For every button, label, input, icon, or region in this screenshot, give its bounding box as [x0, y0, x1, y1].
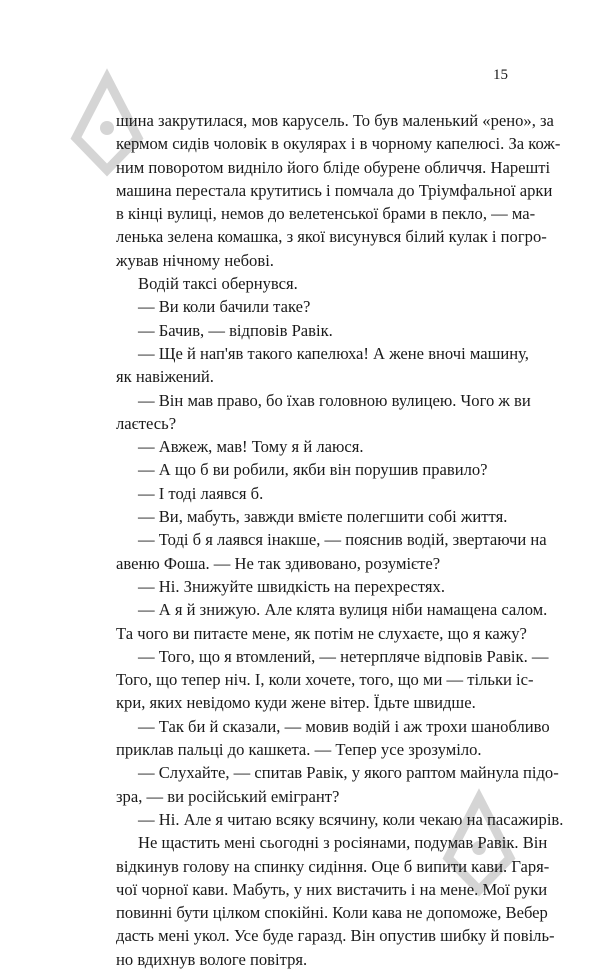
paragraph [116, 528, 547, 575]
text-line: — А я й знижую. Але клята вулиця ніби намащена салом. [138, 600, 548, 620]
text-line: як навіжений. [116, 367, 214, 387]
paragraph [116, 831, 555, 971]
paragraph [116, 505, 514, 528]
paragraph [116, 295, 514, 318]
text-line: зра, — ви російський емігрант? [116, 786, 340, 806]
paragraph [116, 109, 561, 272]
text-line: — Авжеж, мав! Тому я й лаюся. [138, 437, 364, 457]
text-line: — Ні. Але я читаю всяку всячину, коли чекаю на пасажирів. [138, 809, 564, 829]
text-line: Не щастить мені сьогодні з росіянами, подумав Равік. Він [138, 833, 548, 853]
text-line: — Ще й нап'яв такого капелюха! А жене вночі машину, [138, 343, 529, 363]
text-line: лаєтесь? [116, 413, 177, 433]
paragraph [116, 808, 564, 831]
text-line: ним поворотом видніло його бліде обурене обличчя. Нарешті [116, 157, 551, 177]
text-line: чої чорної кави. Мабуть, у них вистачить і на мене. Мої руки [116, 879, 548, 899]
paragraph [116, 482, 514, 505]
paragraph [116, 458, 514, 481]
text-line: машина перестала крутитись і помчала до Тріумфальної арки [116, 180, 553, 200]
paragraph [116, 645, 549, 715]
text-line: ленька зелена комашка, з якої висунувся білий кулак і погро- [116, 227, 547, 247]
text-line: кермом сидів чоловік в окулярах і в чорному капелюсі. За кож- [116, 134, 561, 154]
text-line: дасть мені укол. Усе буде гаразд. Він опустив шибку й повіль- [116, 926, 555, 946]
text-line: Водій таксі обернувся. [138, 274, 298, 294]
text-line: — Слухайте, — спитав Равік, у якого раптом майнула підо- [138, 763, 559, 783]
text-line: Та чого ви питаєте мене, як потім не слухаєте, що я кажу? [116, 623, 527, 643]
text-line: кри, яких невідомо куди жене вітер. Їдьте швидше. [116, 693, 476, 713]
text-line: Того, що тепер ніч. І, коли хочете, того, що ми — тільки іс- [116, 670, 534, 690]
text-line: шина закрутилася, мов карусель. То був маленький «рено», за [116, 111, 554, 130]
text-line: — Ви, мабуть, завжди вмієте полегшити собі життя. [138, 507, 508, 527]
text-line: в кінці вулиці, немов до велетенської брами в пекло, — ма- [116, 204, 536, 224]
paragraph [116, 761, 559, 808]
text-line: — І тоді лаявся б. [138, 483, 264, 503]
text-line: жував нічному небові. [116, 250, 274, 270]
paragraph [116, 319, 514, 342]
text-line: — Ви коли бачили таке? [138, 297, 311, 317]
text-line: — Бачив, — відповів Равік. [138, 320, 333, 340]
text-line: — Так би й сказали, — мовив водій і аж трохи шанобливо [138, 716, 550, 736]
text-line: — А що б ви робили, якби він порушив правило? [138, 460, 488, 480]
text-line: відкинув голову на спинку сидіння. Оце б випити кави. Гаря- [116, 856, 550, 876]
paragraph [116, 389, 531, 436]
text-line: повинні бути цілком спокійні. Коли кава не допоможе, Вебер [116, 903, 548, 923]
paragraph [116, 342, 529, 389]
paragraph [116, 272, 514, 295]
text-line: авеню Фоша. — Не так здивовано, розумієте? [116, 553, 441, 573]
page-number: 15 [493, 67, 508, 83]
text-line: — Він мав право, бо їхав головною вулицею. Чого ж ви [138, 390, 531, 410]
paragraph [116, 715, 550, 762]
text-line: но вдихнув вологе повітря. [116, 949, 308, 969]
text-line: — Тоді б я лаявся інакше, — пояснив водій, звертаючи на [138, 530, 547, 550]
text-line: — Того, що я втомлений, — нетерпляче відповів Равік. — [138, 646, 549, 666]
paragraph [116, 435, 514, 458]
paragraph [116, 598, 548, 645]
paragraph [116, 575, 514, 598]
text-line: приклав пальці до кашкета. — Тепер усе зрозуміло. [116, 740, 482, 760]
body-text [116, 109, 564, 971]
text-line: — Ні. Знижуйте швидкість на перехрестях. [138, 576, 445, 596]
